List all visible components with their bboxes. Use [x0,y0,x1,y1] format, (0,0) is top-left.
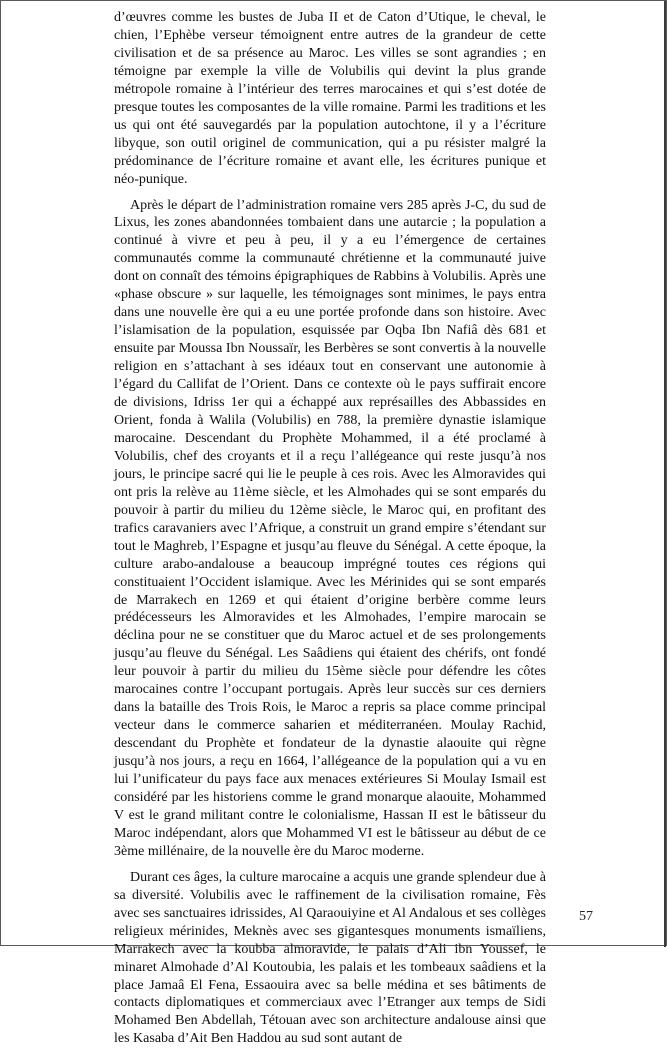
page-edge-shadow [664,1,666,947]
body-text-column [114,9,546,1056]
paragraph-culture: Durant ces âges, la culture marocaine a acquis une grande splendeur due à sa diversité. Volubilis avec le raffinement de la civilisation romaine, Fès avec ses sanctuaires idrissides, Al Qaraouiyine et Al Andalous et ses collèges religieux mérinides, Meknès avec ses gigantesques monuments ismaïliens, Marrakech avec la koubba almoravide, le palais d’Ali ibn Youssef, le minaret Almohade d’Al Koutoubia, les palais et les tombeaux saâdiens et la place Jamaâ El Fena, Essaouira avec sa belle médina et ses bâtiments de contacts diplomatiques et commerciaux avec l’Etranger aux temps de Sidi Mohamed Ben Abdellah, Tétouan avec son architecture andalouse ainsi que les Kasaba d’Ait Ben Haddou au sud sont autant de [114,869,546,1047]
paragraph-continuation: d’œuvres comme les bustes de Juba II et de Caton d’Utique, le cheval, le chien, l’Ephèbe verseur témoignent entre autres de la grandeur de cette civilisation et de sa présence au Maroc. Les villes se sont agrandies ; en témoigne par exemple la ville de Volubilis qui devint la plus grande métropole romaine à l’intérieur des terres marocaines et qui s’est dotée de presque toutes les composantes de la ville romaine. Parmi les traditions et les us qui ont été sauvegardés par la population autochtone, il y a l’écriture libyque, son outil originel de communication, qui a pu résister malgré la prédominance de l’écriture romaine et avant elle, les écritures punique et néo-punique. [114,10,546,187]
paragraph-history: Après le départ de l’administration romaine vers 285 après J-C, du sud de Lixus, les zones abandonnées tombaient dans une autarcie ; la population a continué à vivre et peu à peu, il y a eu l’émergence de certaines communautés comme la communauté chrétienne et la communauté juive dont on connaît des témoins épigraphiques de Rabbins à Volubilis. Après une «phase obscure » sur laquelle, les témoignages sont minimes, le pays entra dans une nouvelle ère qui a eu une portée profonde dans son histoire. Avec l’islamisation de la population, esquissée par Oqba Ibn Nafiâ dès 681 et ensuite par Moussa Ibn Noussaïr, les Berbères se sont convertis à la nouvelle religion en s’attachant à ses idéaux tout en conservant une autonomie à l’égard du Callifat de l’Orient. Dans ce contexte où le pays suffirait encore de divisions, Idriss 1er qui a échappé aux représailles des Abbassides en Orient, fonda à Walila (Volubilis) en 788, la première dynastie islamique marocaine. Descendant du Prophète Mohammed, il a été proclamé à Volubilis, chef des croyants et il a reçu l’allégeance qui reste jusqu’à nos jours, le principe sacré qui lie le peuple à ces rois. Avec les Almoravides qui ont pris la relève au 11ème siècle, et les Almohades qui se sont emparés du pouvoir à partir du milieu du 12ème siècle, le Maroc qui, en profitant des trafics caravaniers avec l’Afrique, a construit un grand empire s’étendant sur tout le Maghreb, l’Espagne et jusqu’au fleuve du Sénégal. A cette époque, la culture arabo-andalouse a beaucoup imprégné toutes ces régions qui constituaient l’Occident islamique. Avec les Mérinides qui se sont emparés de Marrakech en 1269 et qui étaient d’origine berbère comme leurs prédécesseurs les Almoravides et les Almohades, l’empire marocain se déclina pour ne se constituer que du Maroc actuel et de ses prolongements jusqu’au fleuve du Sénégal. Les Saâdiens qui étaient des chérifs, ont fondé leur pouvoir à partir du milieu du 15ème siècle pour défendre les côtes marocaines contre l’occupant portugais. Après leur succès sur ces derniers dans la bataille des Trois Rois, le Maroc a repris sa place comme principal vecteur dans le commerce saharien et méditerranéen. Moulay Rachid, descendant du Prophète et fondateur de la dynastie alaouite qui règne jusqu’à nos jours, a reçu en 1664, l’allégeance de la population qui a vu en lui l’unificateur du pays face aux menaces extérieures Si Moulay Ismail est considéré par les historiens comme le grand monarque alaouite, Mohammed V est le grand militant contre le colonialisme, Hassan II est le bâtisseur du Maroc indépendant, alors que Mohammed VI est le bâtisseur au début de ce 3ème millénaire, de la nouvelle ère du Maroc moderne. [114,197,546,859]
page-number: 57 [579,909,593,924]
